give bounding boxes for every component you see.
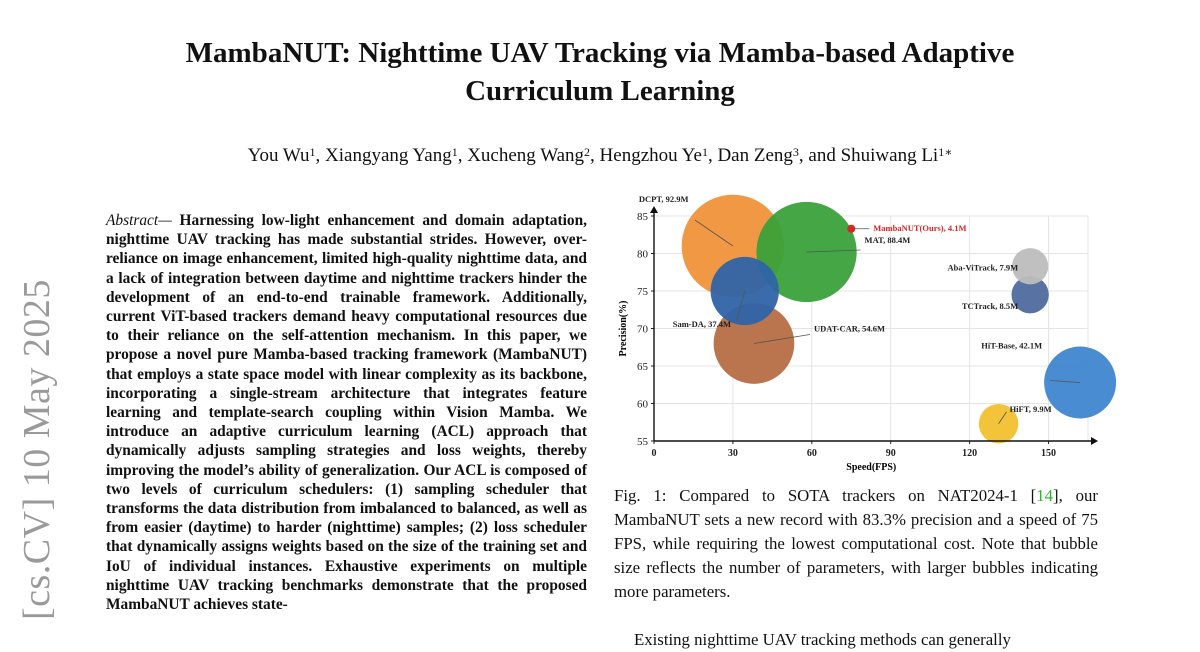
x-tick-label: 30 xyxy=(727,448,738,459)
figure-caption xyxy=(614,484,1098,604)
x-tick-label: 120 xyxy=(962,448,978,459)
author-name: Hengzhou Ye xyxy=(599,145,702,166)
author-affiliation: 1 xyxy=(701,145,708,159)
y-tick-label: 85 xyxy=(637,211,648,223)
caption-pre: Fig. 1: Compared to SOTA trackers on NAT2024-1 [ xyxy=(614,486,1037,505)
y-tick-label: 65 xyxy=(637,361,648,373)
abstract xyxy=(106,211,587,614)
author-affiliation: 1∗ xyxy=(938,145,953,159)
title-line-2: Curriculum Learning xyxy=(465,75,735,107)
x-axis-label: Speed(FPS) xyxy=(846,462,897,473)
bubble-point xyxy=(711,257,779,325)
author-name: Xiangyang Yang xyxy=(325,145,452,166)
x-tick-label: 0 xyxy=(651,448,657,459)
x-tick-label: 150 xyxy=(1041,448,1057,459)
y-axis-arrow xyxy=(650,206,658,213)
body-paragraph: Existing nighttime UAV tracking methods can generally xyxy=(634,630,1011,649)
author-name: You Wu xyxy=(247,145,310,166)
precision-speed-chart xyxy=(612,194,1098,482)
citation-link[interactable]: 14 xyxy=(1036,486,1054,505)
paper-title xyxy=(100,34,1100,110)
y-tick-label: 60 xyxy=(637,398,648,411)
x-tick-label: 60 xyxy=(806,448,817,459)
x-axis-arrow xyxy=(1091,437,1098,445)
author-affiliation: 1 xyxy=(309,145,316,159)
point-label: MambaNUT(Ours), 4.1M xyxy=(873,222,967,233)
y-axis-label: Precision(%) xyxy=(618,300,629,357)
point-label: MAT, 88.4M xyxy=(864,235,911,245)
y-tick-label: 55 xyxy=(637,436,648,448)
x-tick-label: 90 xyxy=(885,448,896,459)
point-label: UDAT-CAR, 54.6M xyxy=(813,323,886,334)
point-label: HiFT, 9.9M xyxy=(1009,403,1052,414)
author-name: Shuiwang Li xyxy=(840,145,939,166)
author-affiliation: 2 xyxy=(584,145,591,159)
title-line-1: MambaNUT: Nighttime UAV Tracking via Mamba-based Adaptive xyxy=(185,37,1015,69)
y-tick-label: 80 xyxy=(637,248,648,261)
arxiv-stamp: [cs.CV] 10 May 2025 xyxy=(16,279,58,620)
abstract-body: Harnessing low-light enhancement and domain adaptation, nighttime UAV tracking has made substantial strides. However, over-reliance on image enhancement, limited high-quality nighttime data, and a lack of integration between daytime and nighttime trackers hinder the development of an end-to-end trainable framework. Additionally, current ViT-based trackers demand heavy computational resources due to their reliance on the self-attention mechanism. In this paper, we propose a novel pure Mamba-based tracking framework (MambaNUT) that employs a state space model with linear complexity as its backbone, incorporating a single-stream architecture that integrates feature learning and template-search coupling within Vision Mamba. We introduce an adaptive curriculum learning (ACL) approach that dynamically adjusts sampling strategies and loss weights, thereby improving the model’s ability of generalization. Our ACL is composed of two levels of curriculum schedulers: (1) sampling scheduler that transforms the data distribution from imbalanced to balanced, as well as from easier (daytime) to harder (nighttime) samples; (2) loss scheduler that dynamically assigns weights based on the size of the training set and IoU of individual instances. Exhaustive experiments on multiple nighttime UAV tracking benchmarks demonstrate that the proposed MambaNUT achieves state- xyxy=(106,212,587,614)
author-affiliation: 3 xyxy=(792,145,799,159)
point-label: Aba-ViTrack, 7.9M xyxy=(947,262,1019,273)
abstract-lead: Abstract— xyxy=(106,212,172,229)
y-tick-label: 75 xyxy=(637,286,648,298)
author-list: You Wu$^1$, Xiangyang Yang$^1$, Xucheng Wang$^2$, Hengzhou Ye$^1$, Dan Zeng$^3$, and Shuiwang $Li^{1∗}$ xyxy=(247,145,953,166)
author-name: Xucheng Wang xyxy=(467,145,585,166)
point-label: TCTrack, 8.5M xyxy=(961,300,1019,311)
author-affiliation: 1 xyxy=(451,145,458,159)
author-name: Dan Zeng xyxy=(717,145,793,166)
caption-post: ], our MambaNUT sets a new record with 83.3% precision and a speed of 75 FPS, while requiring the lowest computational cost. Note that bubble size reflects the number of parameters, with larger bubbles indicating more parameters. xyxy=(614,486,1098,601)
bubble-point xyxy=(1044,347,1116,419)
point-label: HiT-Base, 42.1M xyxy=(981,340,1043,351)
y-tick-label: 70 xyxy=(637,323,648,336)
point-label: DCPT, 92.9M xyxy=(638,194,689,204)
point-label: Sam-DA, 37.4M xyxy=(672,319,732,329)
